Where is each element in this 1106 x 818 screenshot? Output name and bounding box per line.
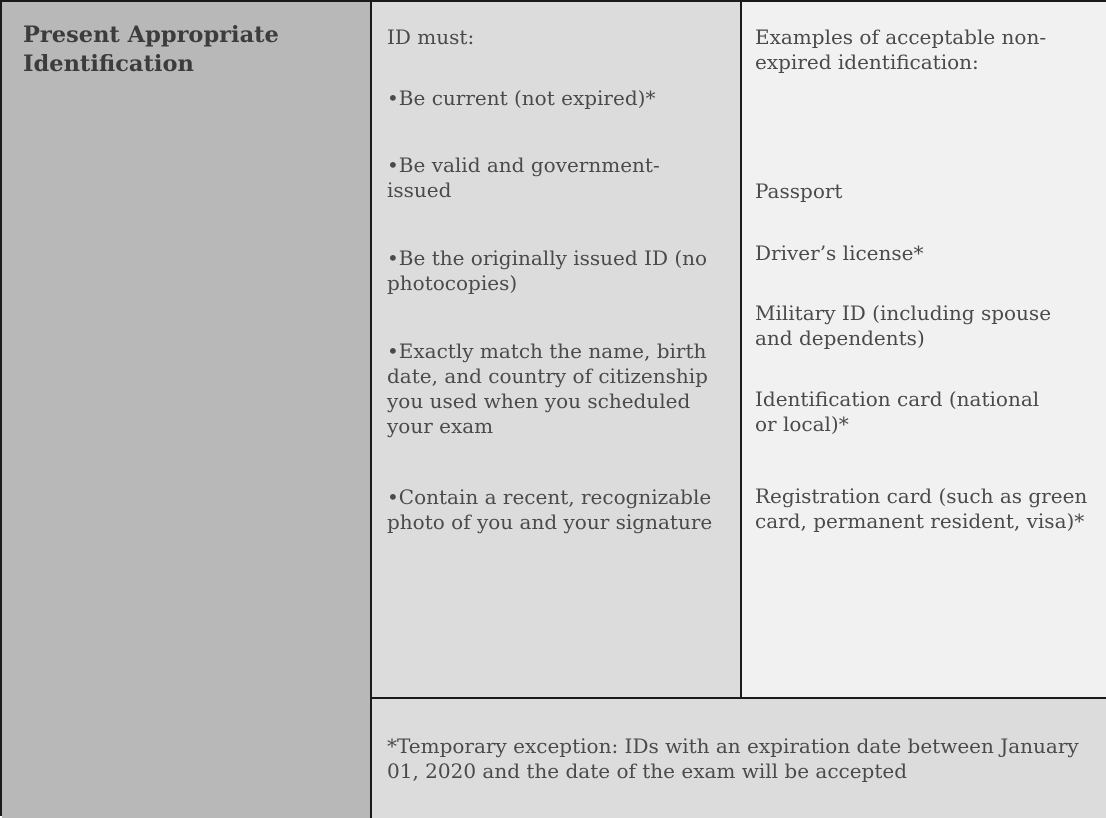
example-item: Driver’s license*: [755, 241, 924, 265]
examples-cell: [742, 2, 1106, 698]
example-item: Registration card (such as green card, permanent resident, visa)*: [755, 484, 1088, 533]
requirements-cell: [372, 2, 742, 698]
example-item: Identification card (national or local)*: [755, 387, 1040, 436]
example-item: Passport: [755, 179, 843, 203]
requirement-item: •Be current (not expired)*: [387, 86, 656, 110]
requirement-item: •Contain a recent, recognizable photo of you and your signature: [387, 485, 713, 534]
footnote-text: *Temporary exception: IDs with an expiration date between January 01, 2020 and the date of the exam will be accepted: [387, 734, 1079, 783]
requirement-item: •Exactly match the name, birth date, and country of citizenship you used when you scheduled your exam: [387, 339, 708, 438]
example-item: Military ID (including spouse and dependents): [755, 301, 1052, 350]
requirement-item: •Be valid and government-issued: [387, 153, 660, 202]
requirement-item: •Be the originally issued ID (no photocopies): [387, 246, 708, 295]
requirements-title: ID must:: [387, 25, 475, 49]
row-header-cell: [2, 2, 372, 818]
row-header-title: Present Appropriate Identification: [23, 22, 279, 77]
footnote-cell: [372, 697, 1106, 818]
examples-title: Examples of acceptable non-expired identification:: [755, 25, 1047, 74]
